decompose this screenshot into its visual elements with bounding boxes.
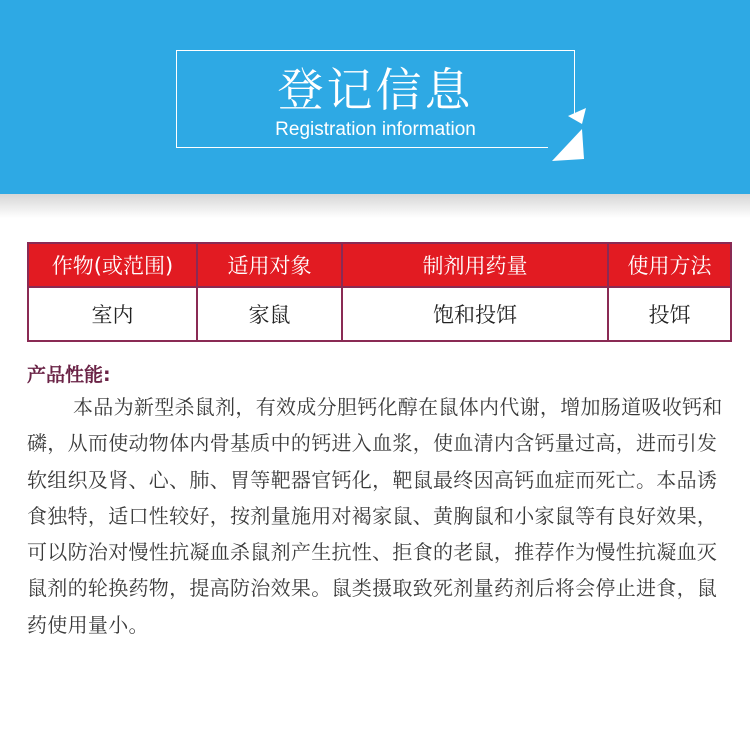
- registration-table: [27, 242, 732, 342]
- cell-target: 家鼠: [197, 287, 342, 341]
- page-title: 登记信息: [277, 63, 474, 117]
- column-header-target: 适用对象: [197, 243, 342, 287]
- cell-method: 投饵: [608, 287, 731, 341]
- cell-dosage: 饱和投饵: [342, 287, 608, 341]
- column-header-dosage: 制剂用药量: [342, 243, 608, 287]
- cell-crop: 室内: [28, 287, 197, 341]
- banner-shadow: [0, 194, 750, 218]
- table-row: [28, 287, 731, 341]
- table-header-row: [28, 243, 731, 287]
- section-body: 本品为新型杀鼠剂，有效成分胆钙化醇在鼠体内代谢，增加肠道吸收钙和磷，从而使动物体内骨基质中的钙进入血浆，使血清内含钙量过高，进而引发软组织及肾、心、肺、胃等靶器官钙化，靶鼠最终因高钙血症而死亡。本品诱食独特，适口性较好，按剂量施用对褐家鼠、黄胸鼠和小家鼠等有良好效果，可以防治对慢性抗凝血杀鼠剂产生抗性、拒食的老鼠，推荐作为慢性抗凝血灭鼠剂的轮换药物，提高防治效果。鼠类摄取致死剂量药剂后将会停止进食，鼠药使用量小。: [27, 395, 723, 637]
- page-subtitle: Registration information: [275, 119, 476, 140]
- column-header-crop: 作物(或范围): [28, 243, 197, 287]
- column-header-method: 使用方法: [608, 243, 731, 287]
- section-title: 产品性能:: [27, 364, 111, 386]
